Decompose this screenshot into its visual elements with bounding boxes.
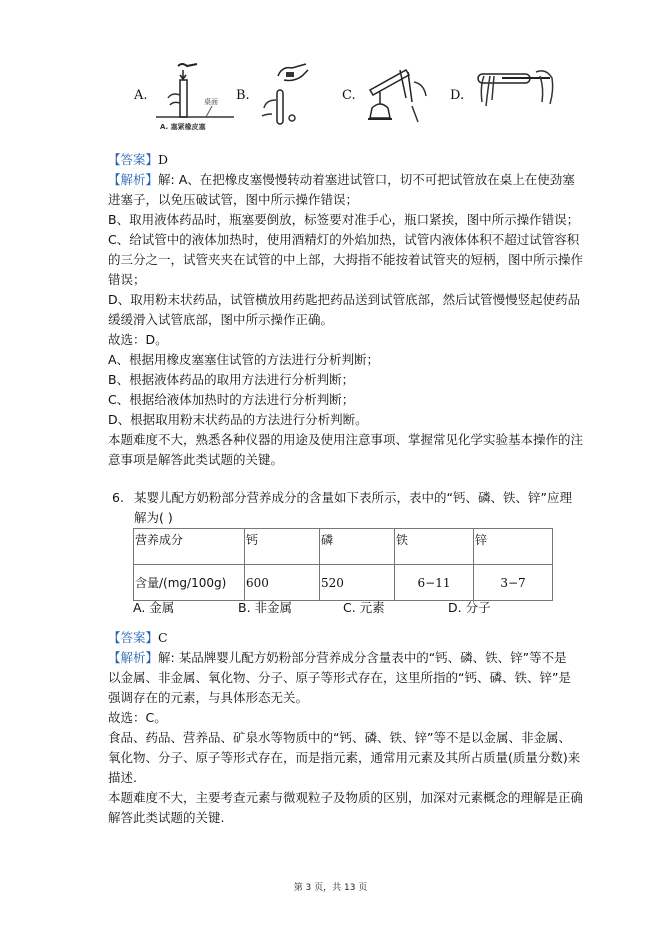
stem-line: 解为( ) [134,510,173,525]
figure-note: 桌面 [204,98,218,106]
q5-analysis-line: C、给试管中的液体加热时，使用酒精灯的外焰加热，试管内液体体积不超过试管容积 [108,232,580,247]
q5-analysis-line: 故选：D。 [108,332,168,347]
q5-analysis-line: 本题难度不大，熟悉各种仪器的用途及使用注意事项、掌握常见化学实验基本操作的注 [108,432,584,447]
option-label: B. [236,88,250,103]
table-header-row [134,529,553,565]
table-cell: 600 [245,565,320,601]
analysis-tag: 【解析】 [108,650,159,665]
q5-analysis-line: 意事项是解答此类试题的关键。 [108,452,284,467]
choice-c: C. 元素 [343,600,385,615]
q5-analysis-line [108,170,575,190]
table-cell: 营养成分 [134,529,245,565]
option-label: A. [134,88,148,103]
q5-analysis-line: C、根据给液体加热时的方法进行分析判断； [108,392,355,407]
q5-analysis-line: B、根据液体药品的取用方法进行分析判断； [108,372,355,387]
table-cell: 铁 [395,529,474,565]
heat-test-tube-figure-icon [364,62,444,134]
q6-answer-analysis [108,628,584,828]
q6-analysis-line: 描述. [108,770,137,785]
table-cell: 磷 [320,529,395,565]
q5-analysis-line: A、根据用橡皮塞塞住试管的方法进行分析判断； [108,352,380,367]
q5-analysis-line: 错误； [108,272,146,287]
table-cell: 含量/(mg/100g) [134,565,245,601]
q5-option-c [342,62,442,137]
q6-analysis-line: 强调存在的元素，与具体形态无关。 [108,690,309,705]
nutrition-table [133,528,553,601]
answer-value: D [158,152,169,167]
table-cell: 锌 [474,529,553,565]
q6-analysis-line: 故选：C。 [108,710,167,725]
q5-analysis-line: 缓缓滑入试管底部，图中所示操作正确。 [108,312,334,327]
analysis-tag: 【解析】 [108,172,159,187]
q5-analysis-line: B、取用液体药品时，瓶塞要倒放，标签要对准手心，瓶口紧挨，图中所示操作错误； [108,212,580,227]
page-footer: 第 3 页，共 13 页 [293,883,368,893]
answer-tag: 【答案】 [108,152,159,167]
table-cell: 520 [320,565,395,601]
table-cell: 3−7 [474,565,553,601]
table-cell: 6−11 [395,565,474,601]
choice-b: B. 非金属 [238,600,293,615]
question-number: 6. [112,490,124,505]
question-stem [134,488,572,528]
q6-analysis-line: 食品、药品、营养品、矿泉水等物质中的“钙、磷、铁、锌”等不是以金属、非金属、 [108,730,571,745]
q5-analysis-line: D、根据取用粉末状药品的方法进行分析判断。 [108,412,368,427]
q6-analysis-line: 氧化物、分子、原子等形式存在，而是指元素，通常用元素及其所占质量(质量分数)来 [108,750,581,765]
figure-caption: A. 塞紧橡皮塞 [160,123,206,131]
q5-option-a [130,62,230,137]
stem-line: 某婴儿配方奶粉部分营养成分的含量如下表所示，表中的“钙、磷、铁、锌”应理 [134,490,572,505]
answer-value: C [158,630,168,645]
insert-stopper-figure-icon [152,62,237,134]
q5-option-b [236,62,316,137]
analysis-text: 解: A、在把橡皮塞慢慢转动着塞进试管口，切不可把试管放在桌上在使劲塞 [158,172,575,187]
table-cell: 钙 [245,529,320,565]
choice-a: A. 金属 [133,600,175,615]
answer-tag: 【答案】 [108,630,159,645]
analysis-text: 解: 某品牌婴儿配方奶粉部分营养成分含量表中的“钙、磷、铁、锌”等不是 [158,650,567,665]
q5-answer-analysis [108,150,584,470]
q5-answer [108,150,563,170]
option-label: C. [342,88,356,103]
choice-d: D. 分子 [448,600,491,615]
q5-option-d [446,62,560,137]
q6-analysis-line: 以金属、非金属、氧化物、分子、原子等形式存在，这里所指的“钙、磷、铁、锌”是 [108,670,571,685]
q6-choices [133,598,563,618]
q5-option-figures [130,62,560,137]
pour-liquid-figure-icon [256,62,316,134]
q6-analysis-line [108,648,567,668]
q6-analysis-line: 解答此类试题的关键. [108,810,225,825]
q5-analysis-line: 的三分之一，试管夹夹在试管的中上部，大拇指不能按着试管夹的短柄，图中所示操作 [108,252,584,267]
q5-analysis-line: D、取用粉末状药品，试管横放用药匙把药品送到试管底部，然后试管慢慢竖起使药品 [108,292,581,307]
add-powder-figure-icon [472,62,560,134]
q6-answer [108,628,563,648]
q6-analysis-line: 本题难度不大，主要考查元素与微观粒子及物质的区别，加深对元素概念的理解是正确 [108,790,584,805]
question-6 [112,488,572,528]
q5-analysis-line: 进塞子，以免压破试管，图中所示操作错误； [108,192,359,207]
table-row [134,565,553,601]
option-label: D. [450,88,465,103]
